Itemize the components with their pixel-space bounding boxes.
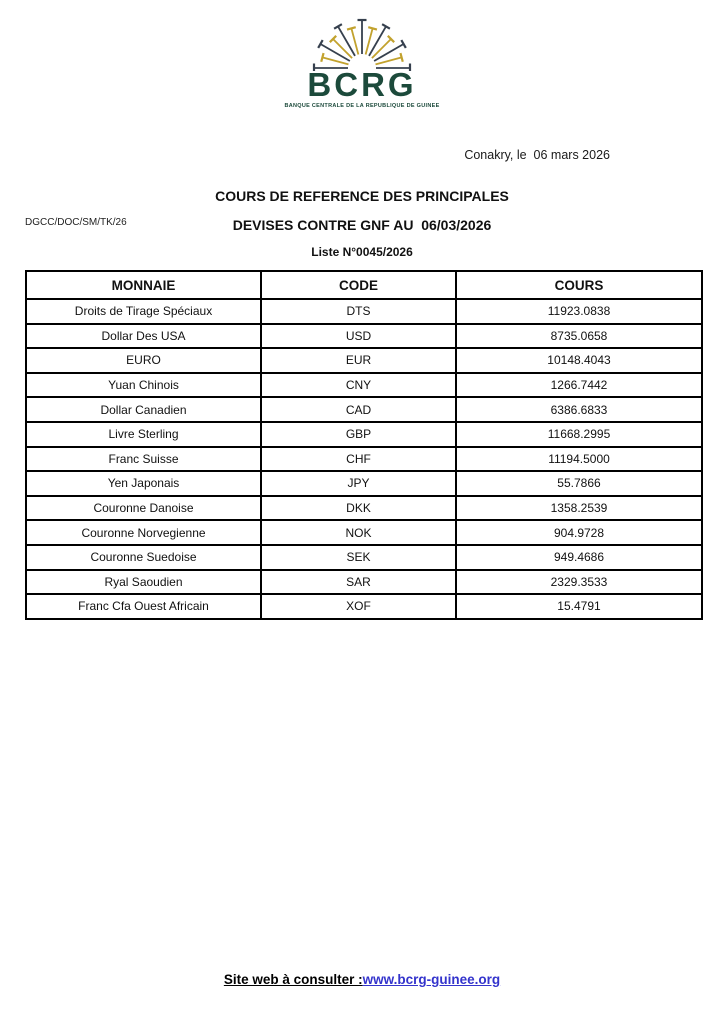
table-row bbox=[26, 373, 702, 398]
cell-monnaie: Franc Suisse bbox=[26, 447, 261, 472]
table-row bbox=[26, 397, 702, 422]
header-row bbox=[26, 271, 702, 299]
cell-cours: 11668.2995 bbox=[456, 422, 702, 447]
column-header-cours: COURS bbox=[456, 271, 702, 299]
title-line-1: COURS DE REFERENCE DES PRINCIPALES bbox=[215, 188, 509, 204]
footer bbox=[0, 972, 724, 987]
cell-cours: 6386.6833 bbox=[456, 397, 702, 422]
cell-cours: 11923.0838 bbox=[456, 299, 702, 324]
cell-code: DTS bbox=[261, 299, 456, 324]
cell-monnaie: Livre Sterling bbox=[26, 422, 261, 447]
cell-monnaie: Yuan Chinois bbox=[26, 373, 261, 398]
location-date: Conakry, le 06 mars 2026 bbox=[464, 148, 610, 162]
cell-code: CNY bbox=[261, 373, 456, 398]
cell-cours: 1358.2539 bbox=[456, 496, 702, 521]
table-header bbox=[26, 271, 702, 299]
table-row bbox=[26, 348, 702, 373]
cell-code: USD bbox=[261, 324, 456, 349]
cell-code: JPY bbox=[261, 471, 456, 496]
title-line-2: DEVISES CONTRE GNF AU 06/03/2026 bbox=[232, 217, 492, 233]
cell-code: SAR bbox=[261, 570, 456, 595]
table-row bbox=[26, 447, 702, 472]
column-header-monnaie: MONNAIE bbox=[26, 271, 261, 299]
website-link[interactable]: www.bcrg-guinee.org bbox=[362, 972, 501, 987]
document-reference: DGCC/DOC/SM/TK/26 bbox=[25, 217, 127, 228]
cell-code: EUR bbox=[261, 348, 456, 373]
cell-code: XOF bbox=[261, 594, 456, 619]
table-row bbox=[26, 496, 702, 521]
cell-code: CHF bbox=[261, 447, 456, 472]
document-title bbox=[0, 188, 724, 259]
table-body bbox=[26, 299, 702, 619]
cell-cours: 15.4791 bbox=[456, 594, 702, 619]
logo-tagline: BANQUE CENTRALE DE LA REPUBLIQUE DE GUINEE bbox=[284, 103, 440, 109]
cell-cours: 10148.4043 bbox=[456, 348, 702, 373]
table-row bbox=[26, 324, 702, 349]
cell-monnaie: Couronne Norvegienne bbox=[26, 520, 261, 545]
cell-monnaie: Ryal Saoudien bbox=[26, 570, 261, 595]
cell-monnaie: Franc Cfa Ouest Africain bbox=[26, 594, 261, 619]
cell-code: NOK bbox=[261, 520, 456, 545]
column-header-code: CODE bbox=[261, 271, 456, 299]
cell-monnaie: EURO bbox=[26, 348, 261, 373]
cell-cours: 1266.7442 bbox=[456, 373, 702, 398]
logo-rays-icon bbox=[292, 13, 432, 71]
list-number: Liste N°0045/2026 bbox=[311, 245, 413, 259]
logo-text: BCRG bbox=[307, 66, 417, 103]
table-row bbox=[26, 570, 702, 595]
cell-code: GBP bbox=[261, 422, 456, 447]
table-row bbox=[26, 299, 702, 324]
cell-cours: 904.9728 bbox=[456, 520, 702, 545]
bcrg-logo bbox=[277, 13, 447, 109]
table-row bbox=[26, 594, 702, 619]
cell-code: DKK bbox=[261, 496, 456, 521]
cell-code: CAD bbox=[261, 397, 456, 422]
cell-cours: 949.4686 bbox=[456, 545, 702, 570]
table-row bbox=[26, 422, 702, 447]
table-row bbox=[26, 471, 702, 496]
cell-monnaie: Dollar Canadien bbox=[26, 397, 261, 422]
cell-monnaie: Dollar Des USA bbox=[26, 324, 261, 349]
exchange-rates-table bbox=[25, 270, 703, 620]
cell-monnaie: Couronne Suedoise bbox=[26, 545, 261, 570]
cell-cours: 55.7866 bbox=[456, 471, 702, 496]
website-label: Site web à consulter : bbox=[223, 972, 363, 987]
cell-monnaie: Couronne Danoise bbox=[26, 496, 261, 521]
cell-monnaie: Yen Japonais bbox=[26, 471, 261, 496]
cell-cours: 11194.5000 bbox=[456, 447, 702, 472]
cell-code: SEK bbox=[261, 545, 456, 570]
cell-cours: 8735.0658 bbox=[456, 324, 702, 349]
table-row bbox=[26, 520, 702, 545]
cell-monnaie: Droits de Tirage Spéciaux bbox=[26, 299, 261, 324]
cell-cours: 2329.3533 bbox=[456, 570, 702, 595]
table-row bbox=[26, 545, 702, 570]
